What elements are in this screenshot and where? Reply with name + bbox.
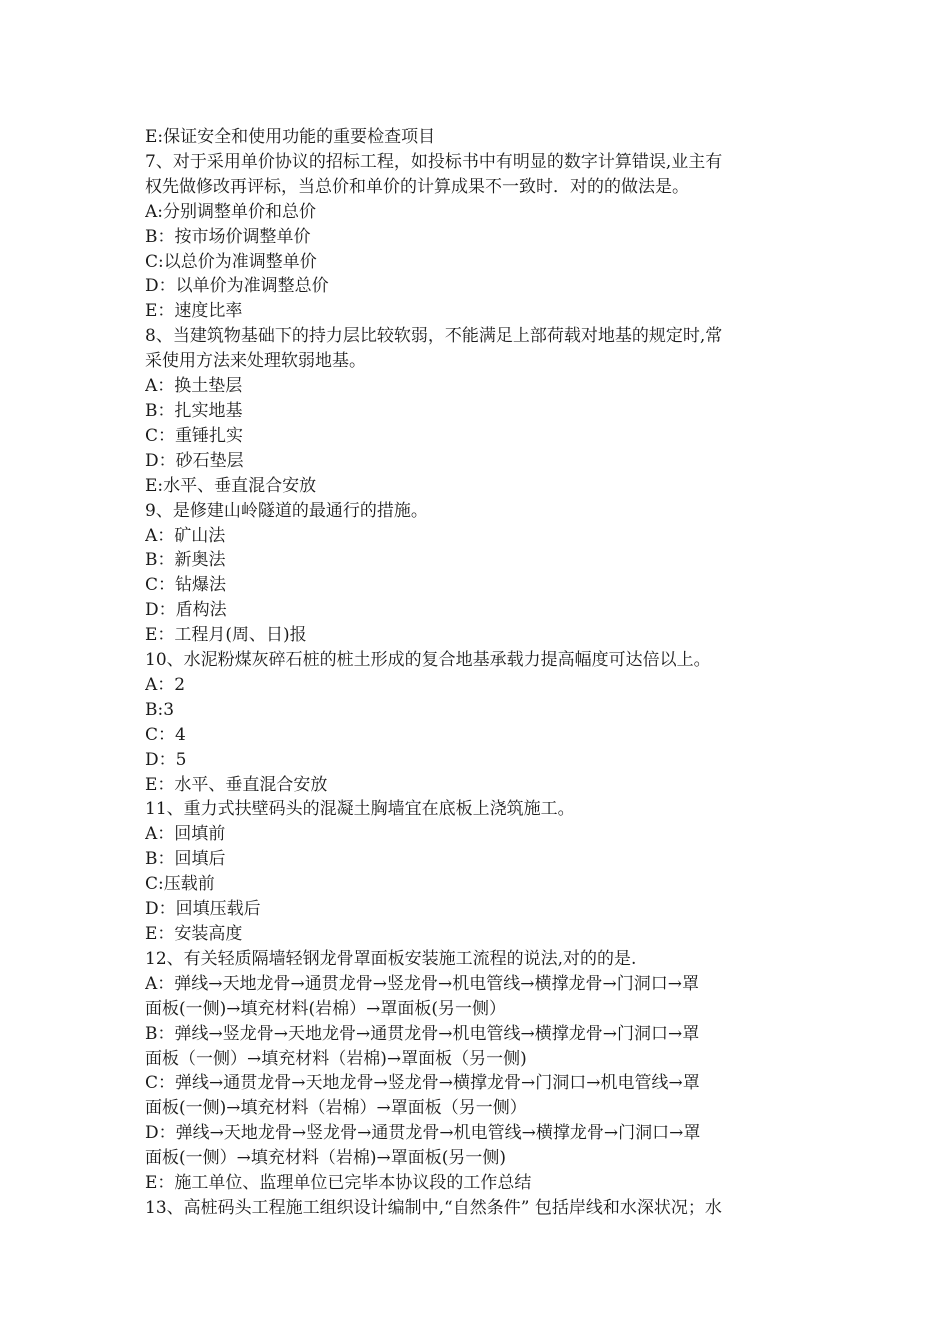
text-line: E：水平、垂直混合安放 — [145, 774, 328, 795]
text-line: E：安装高度 — [145, 924, 243, 944]
text-line: 面板(一侧)→填充材料（岩棉）→罩面板（另一侧） — [145, 1098, 527, 1119]
text-line: D：弹线→天地龙骨→竖龙骨→通贯龙骨→机电管线→横撑龙骨→门洞口→罩 — [145, 1123, 701, 1144]
text-line: 8、当建筑物基础下的持力层比较软弱，不能满足上部荷载对地基的规定时,常 — [145, 326, 723, 347]
text-line: C：重锤扎实 — [145, 425, 244, 446]
text-line: C：弹线→通贯龙骨→天地龙骨→竖龙骨→横撑龙骨→门洞口→机电管线→罩 — [145, 1073, 700, 1094]
text-line: 12、有关轻质隔墙轻钢龙骨罩面板安装施工流程的说法,对的的是. — [145, 948, 637, 969]
text-line: A：回填前 — [145, 824, 226, 845]
text-line: A：弹线→天地龙骨→通贯龙骨→竖龙骨→机电管线→横撑龙骨→门洞口→罩 — [145, 973, 699, 994]
text-line: 面板(一侧)→填充材料(岩棉）→罩面板(另一侧） — [145, 998, 507, 1019]
text-line: 11、重力式扶壁码头的混凝土胸墙宜在底板上浇筑施工。 — [145, 799, 575, 820]
text-line: 面板（一侧）→填充材料（岩棉)→罩面板（另一侧) — [145, 1048, 527, 1069]
text-line: E:保证安全和使用功能的重要检查项目 — [145, 127, 436, 147]
text-line: 7、对于采用单价协议的招标工程，如投标书中有明显的数字计算错误,业主有 — [145, 151, 723, 172]
text-line: 面板(一侧）→填充材料（岩棉)→罩面板(另一侧) — [145, 1148, 507, 1169]
text-line: E：施工单位、监理单位已完毕本协议段的工作总结 — [145, 1173, 532, 1194]
text-line: D：砂石垫层 — [145, 450, 244, 471]
text-line: D：以单价为准调整总价 — [145, 276, 329, 297]
text-line: 13、高桩码头工程施工组织设计编制中,“自然条件” 包括岸线和水深状况；水 — [145, 1197, 722, 1218]
text-line: B：新奥法 — [145, 550, 226, 571]
text-line: A：换土垫层 — [145, 376, 243, 397]
document-body — [145, 125, 810, 1221]
text-line: A:分别调整单价和总价 — [145, 201, 317, 222]
text-line: 10、水泥粉煤灰碎石桩的桩土形成的复合地基承载力提高幅度可达倍以上。 — [145, 650, 711, 671]
text-line: B：回填后 — [145, 849, 226, 870]
text-line: 权先做修改再评标，当总价和单价的计算成果不一致时．对的的做法是。 — [145, 176, 689, 197]
text-line: D：盾构法 — [145, 600, 227, 621]
text-line: D：回填压载后 — [145, 899, 261, 920]
text-line: A：2 — [145, 674, 186, 695]
text-line: D：5 — [145, 749, 187, 770]
text-line: B：扎实地基 — [145, 400, 243, 421]
text-line: B:3 — [145, 699, 175, 720]
text-line: A：矿山法 — [145, 525, 226, 546]
text-line: 9、是修建山岭隧道的最通行的措施。 — [145, 500, 428, 521]
text-line: C：4 — [145, 724, 186, 745]
text-line: E：速度比率 — [145, 301, 243, 322]
text-line: 采使用方法来处理软弱地基。 — [145, 351, 366, 372]
text-line: E:水平、垂直混合安放 — [145, 475, 317, 496]
text-line: B：弹线→竖龙骨→天地龙骨→通贯龙骨→机电管线→横撑龙骨→门洞口→罩 — [145, 1023, 700, 1044]
text-line: E：工程月(周、日)报 — [145, 625, 307, 646]
text-line: C:压载前 — [145, 874, 215, 895]
text-line: B：按市场价调整单价 — [145, 226, 311, 247]
text-line: C:以总价为准调整单价 — [145, 251, 317, 272]
text-line: C：钻爆法 — [145, 575, 227, 596]
